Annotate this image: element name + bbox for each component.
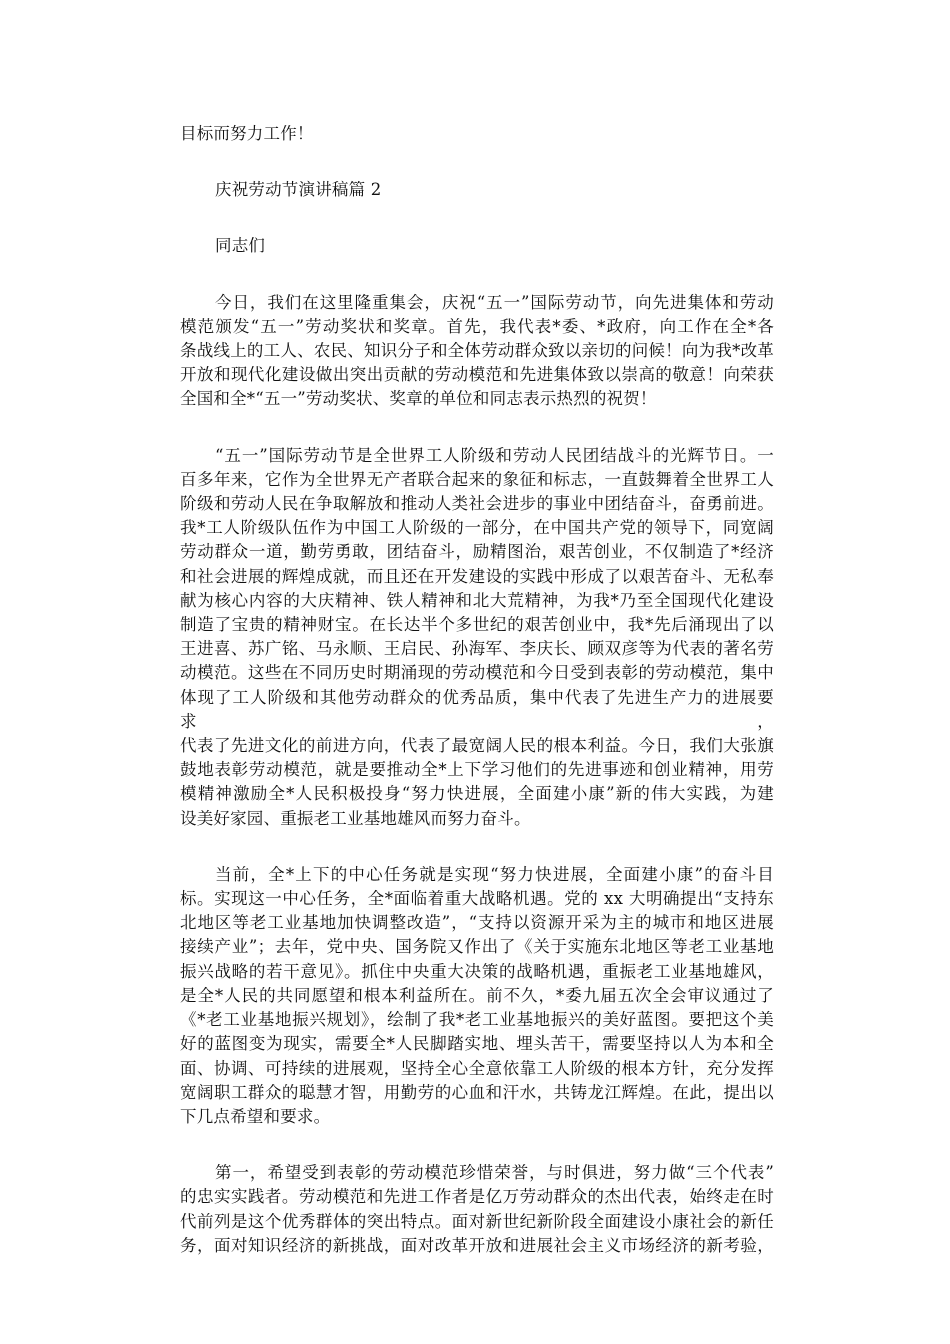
paragraph-line: 今日，我们在这里隆重集会，庆祝“五一”国际劳动节，向先进集体和劳动 [215, 292, 774, 312]
paragraph-line: 下几点希望和要求。 [180, 1106, 331, 1126]
paragraph-line: 开放和现代化建设做出突出贡献的劳动模范和先进集体致以崇高的敬意！向荣获 [180, 365, 774, 385]
paragraph-line: 宽阔职工群众的聪慧才智，用勤劳的心血和汗水，共铸龙江辉煌。在此，提出以 [180, 1082, 774, 1102]
paragraph-line: 代表了先进文化的前进方向，代表了最宽阔人民的根本利益。今日，我们大张旗 [180, 736, 774, 756]
paragraph-line: 《*老工业基地振兴规划》，绘制了我*老工业基地振兴的美好蓝图。要把这个美 [180, 1010, 774, 1030]
paragraph-line: 设美好家园、重振老工业基地雄风而努力奋斗。 [180, 808, 531, 828]
paragraph-line: 动模范。这些在不同历史时期涌现的劳动模范和今日受到表彰的劳动模范，集中 [180, 663, 774, 683]
section-title: 庆祝劳动节演讲稿篇 2 [215, 180, 382, 200]
paragraph-line: 是全*人民的共同愿望和根本利益所在。前不久，*委九届五次全会审议通过了 [180, 985, 774, 1005]
paragraph-line: 和社会进展的辉煌成就，而且还在开发建设的实践中形成了以艰苦奋斗、无私奉 [180, 566, 774, 586]
paragraph-gap [180, 1129, 774, 1161]
paragraph-2 [180, 444, 774, 831]
paragraph-line: 模精神激励全*人民积极投身“努力快进展，全面建小康”新的伟大实践，为建 [180, 784, 774, 804]
paragraph-4 [180, 1161, 774, 1258]
paragraph-line: 阶级和劳动人民在争取解放和推动人类社会进步的事业中团结奋斗，奋勇前进。 [180, 494, 774, 514]
paragraph-line: 王进喜、苏广铭、马永顺、王启民、孙海军、李庆长、顾双彦等为代表的著名劳 [180, 639, 774, 659]
paragraph-line: 百多年来，它作为全世界无产者联合起来的象征和标志，一直鼓舞着全世界工人 [180, 469, 774, 489]
paragraph-gap [180, 831, 774, 863]
paragraph-line: 振兴战略的若干意见》。抓住中央重大决策的战略机遇，重振老工业基地雄风， [180, 961, 774, 981]
paragraph-3 [180, 863, 774, 1129]
paragraph-line: 制造了宝贵的精神财宝。在长达半个多世纪的艰苦创业中，我*先后涌现出了以 [180, 615, 774, 635]
paragraph-line: 条战线上的工人、农民、知识分子和全体劳动群众致以亲切的问候！向为我*改革 [180, 341, 774, 361]
paragraph-line: 标。实现这一中心任务，全*面临着重大战略机遇。党的 xx 大明确提出“支持东 [180, 889, 774, 909]
salutation: 同志们 [215, 236, 266, 256]
paragraph-line: 好的蓝图变为现实，需要全*人民脚踏实地、埋头苦干，需要坚持以人为本和全 [180, 1034, 774, 1054]
paragraph-line: 北地区等老工业基地加快调整改造”，“支持以资源开采为主的城市和地区进展 [180, 913, 774, 933]
paragraph-line: 面、协调、可持续的进展观，坚持全心全意依靠工人阶级的根本方针，充分发挥 [180, 1058, 774, 1078]
paragraph-line: 鼓地表彰劳动模范，就是要推动全*上下学习他们的先进事迹和创业精神，用劳 [180, 760, 774, 780]
paragraph-line: 全国和全*“五一”劳动奖状、奖章的单位和同志表示热烈的祝贺！ [180, 389, 657, 409]
paragraph-line: 第一，希望受到表彰的劳动模范珍惜荣誉，与时俱进，努力做“三个代表” [215, 1163, 774, 1183]
paragraph-line: 劳动群众一道，勤劳勇敢，团结奋斗，励精图治，艰苦创业，不仅制造了*经济 [180, 542, 774, 562]
paragraph-line: 当前，全*上下的中心任务就是实现“努力快进展，全面建小康”的奋斗目 [215, 864, 774, 884]
paragraph-gap [180, 146, 774, 178]
paragraph-gap [180, 412, 774, 444]
paragraph-gap [180, 259, 774, 291]
paragraph-line: 我*工人阶级队伍作为中国工人阶级的一部分，在中国共产党的领导下，同宽阔 [180, 518, 774, 538]
paragraph-line: 的忠实实践者。劳动模范和先进工作者是亿万劳动群众的杰出代表，始终走在时 [180, 1187, 774, 1207]
paragraph-line: 务，面对知识经济的新挑战，面对改革开放和进展社会主义市场经济的新考验， [180, 1235, 774, 1255]
paragraph-line: 接续产业”；去年，党中央、国务院又作出了《关于实施东北地区等老工业基地 [180, 937, 774, 957]
paragraph-1 [180, 291, 774, 412]
document-body [180, 122, 774, 1258]
paragraph-line: “五一”国际劳动节是全世界工人阶级和劳动人民团结战斗的光辉节日。一 [215, 445, 774, 465]
paragraph-line: 代前列是这个优秀群体的突出特点。面对新世纪新阶段全面建设小康社会的新任 [180, 1211, 774, 1231]
lead-line: 目标而努力工作！ [180, 124, 314, 143]
paragraph-line: 献为核心内容的大庆精神、铁人精神和北大荒精神，为我*乃至全国现代化建设 [180, 590, 774, 610]
paragraph-gap [180, 202, 774, 234]
paragraph-line: 模范颁发“五一”劳动奖状和奖章。首先，我代表*委、*政府，向工作在全*各 [180, 316, 774, 336]
paragraph-line: 体现了工人阶级和其他劳动群众的优秀品质，集中代表了先进生产力的进展要求， [180, 687, 774, 731]
